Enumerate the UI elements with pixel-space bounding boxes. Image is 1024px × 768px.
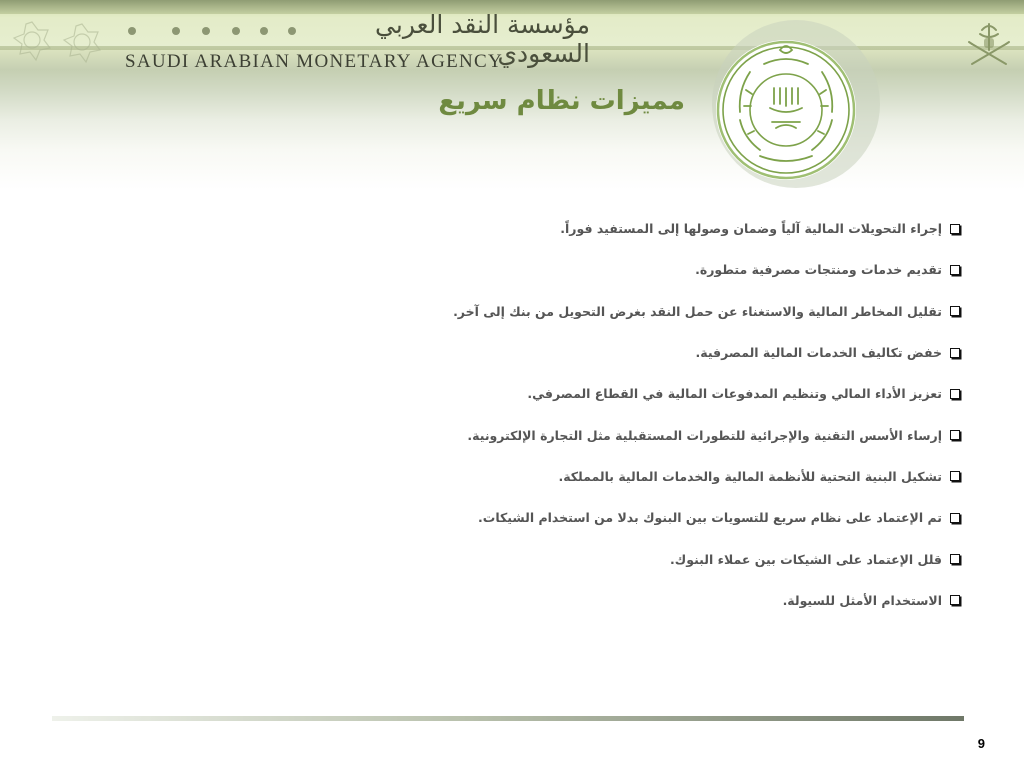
bullet-text: تقديم خدمات ومنتجات مصرفية متطورة.: [695, 262, 942, 278]
square-bullet-icon: [950, 348, 960, 358]
square-bullet-icon: [950, 306, 960, 316]
list-item: [340, 497, 960, 538]
slide-title: مميزات نظام سريع: [438, 86, 685, 116]
list-item: [340, 332, 960, 373]
list-item: [340, 208, 960, 249]
square-bullet-icon: [950, 554, 960, 564]
bullet-text: قلل الإعتماد على الشيكات بين عملاء البنوك.: [670, 551, 942, 567]
islamic-pattern-icon: [8, 18, 118, 66]
org-name-english: SAUDI ARABIAN MONETARY AGENCY: [125, 51, 504, 72]
saudi-emblem-icon: [964, 20, 1014, 68]
square-bullet-icon: [950, 224, 960, 234]
bullet-text: الاستخدام الأمثل للسيولة.: [782, 592, 942, 608]
bullet-text: إجراء التحويلات المالية آلياً وضمان وصولها إلى المستفيد فوراً.: [560, 221, 942, 237]
bullet-text: تعزيز الأداء المالي وتنظيم المدفوعات المالية في القطاع المصرفي.: [527, 386, 942, 402]
bullet-text: إرساء الأسس التقنية والإجرائية للتطورات المستقبلية مثل التجارة الإلكترونية.: [467, 427, 942, 443]
square-bullet-icon: [950, 471, 960, 481]
square-bullet-icon: [950, 430, 960, 440]
list-item: [340, 538, 960, 579]
list-item: [340, 414, 960, 455]
list-item: [340, 580, 960, 621]
bullet-text: خفض تكاليف الخدمات المالية المصرفية.: [695, 345, 942, 361]
list-item: [340, 291, 960, 332]
header-dots: [128, 27, 298, 37]
org-name-arabic: مؤسسة النقد العربي السعودي: [375, 10, 590, 68]
square-bullet-icon: [950, 513, 960, 523]
footer-divider: [52, 716, 964, 721]
seal-container: [690, 10, 880, 190]
page-number: 9: [977, 736, 985, 751]
square-bullet-icon: [950, 265, 960, 275]
sama-seal-icon: [690, 10, 880, 190]
square-bullet-icon: [950, 595, 960, 605]
square-bullet-icon: [950, 389, 960, 399]
list-item: [340, 249, 960, 290]
feature-list: [340, 208, 960, 621]
list-item: [340, 456, 960, 497]
bullet-text: تقليل المخاطر المالية والاستغناء عن حمل النقد بغرض التحويل من بنك إلى آخر.: [453, 303, 942, 319]
bullet-text: تشكيل البنية التحتية للأنظمة المالية والخدمات المالية بالمملكة.: [558, 468, 942, 484]
list-item: [340, 373, 960, 414]
bullet-text: تم الإعتماد على نظام سريع للتسويات بين البنوك بدلا من استخدام الشيكات.: [478, 510, 942, 526]
